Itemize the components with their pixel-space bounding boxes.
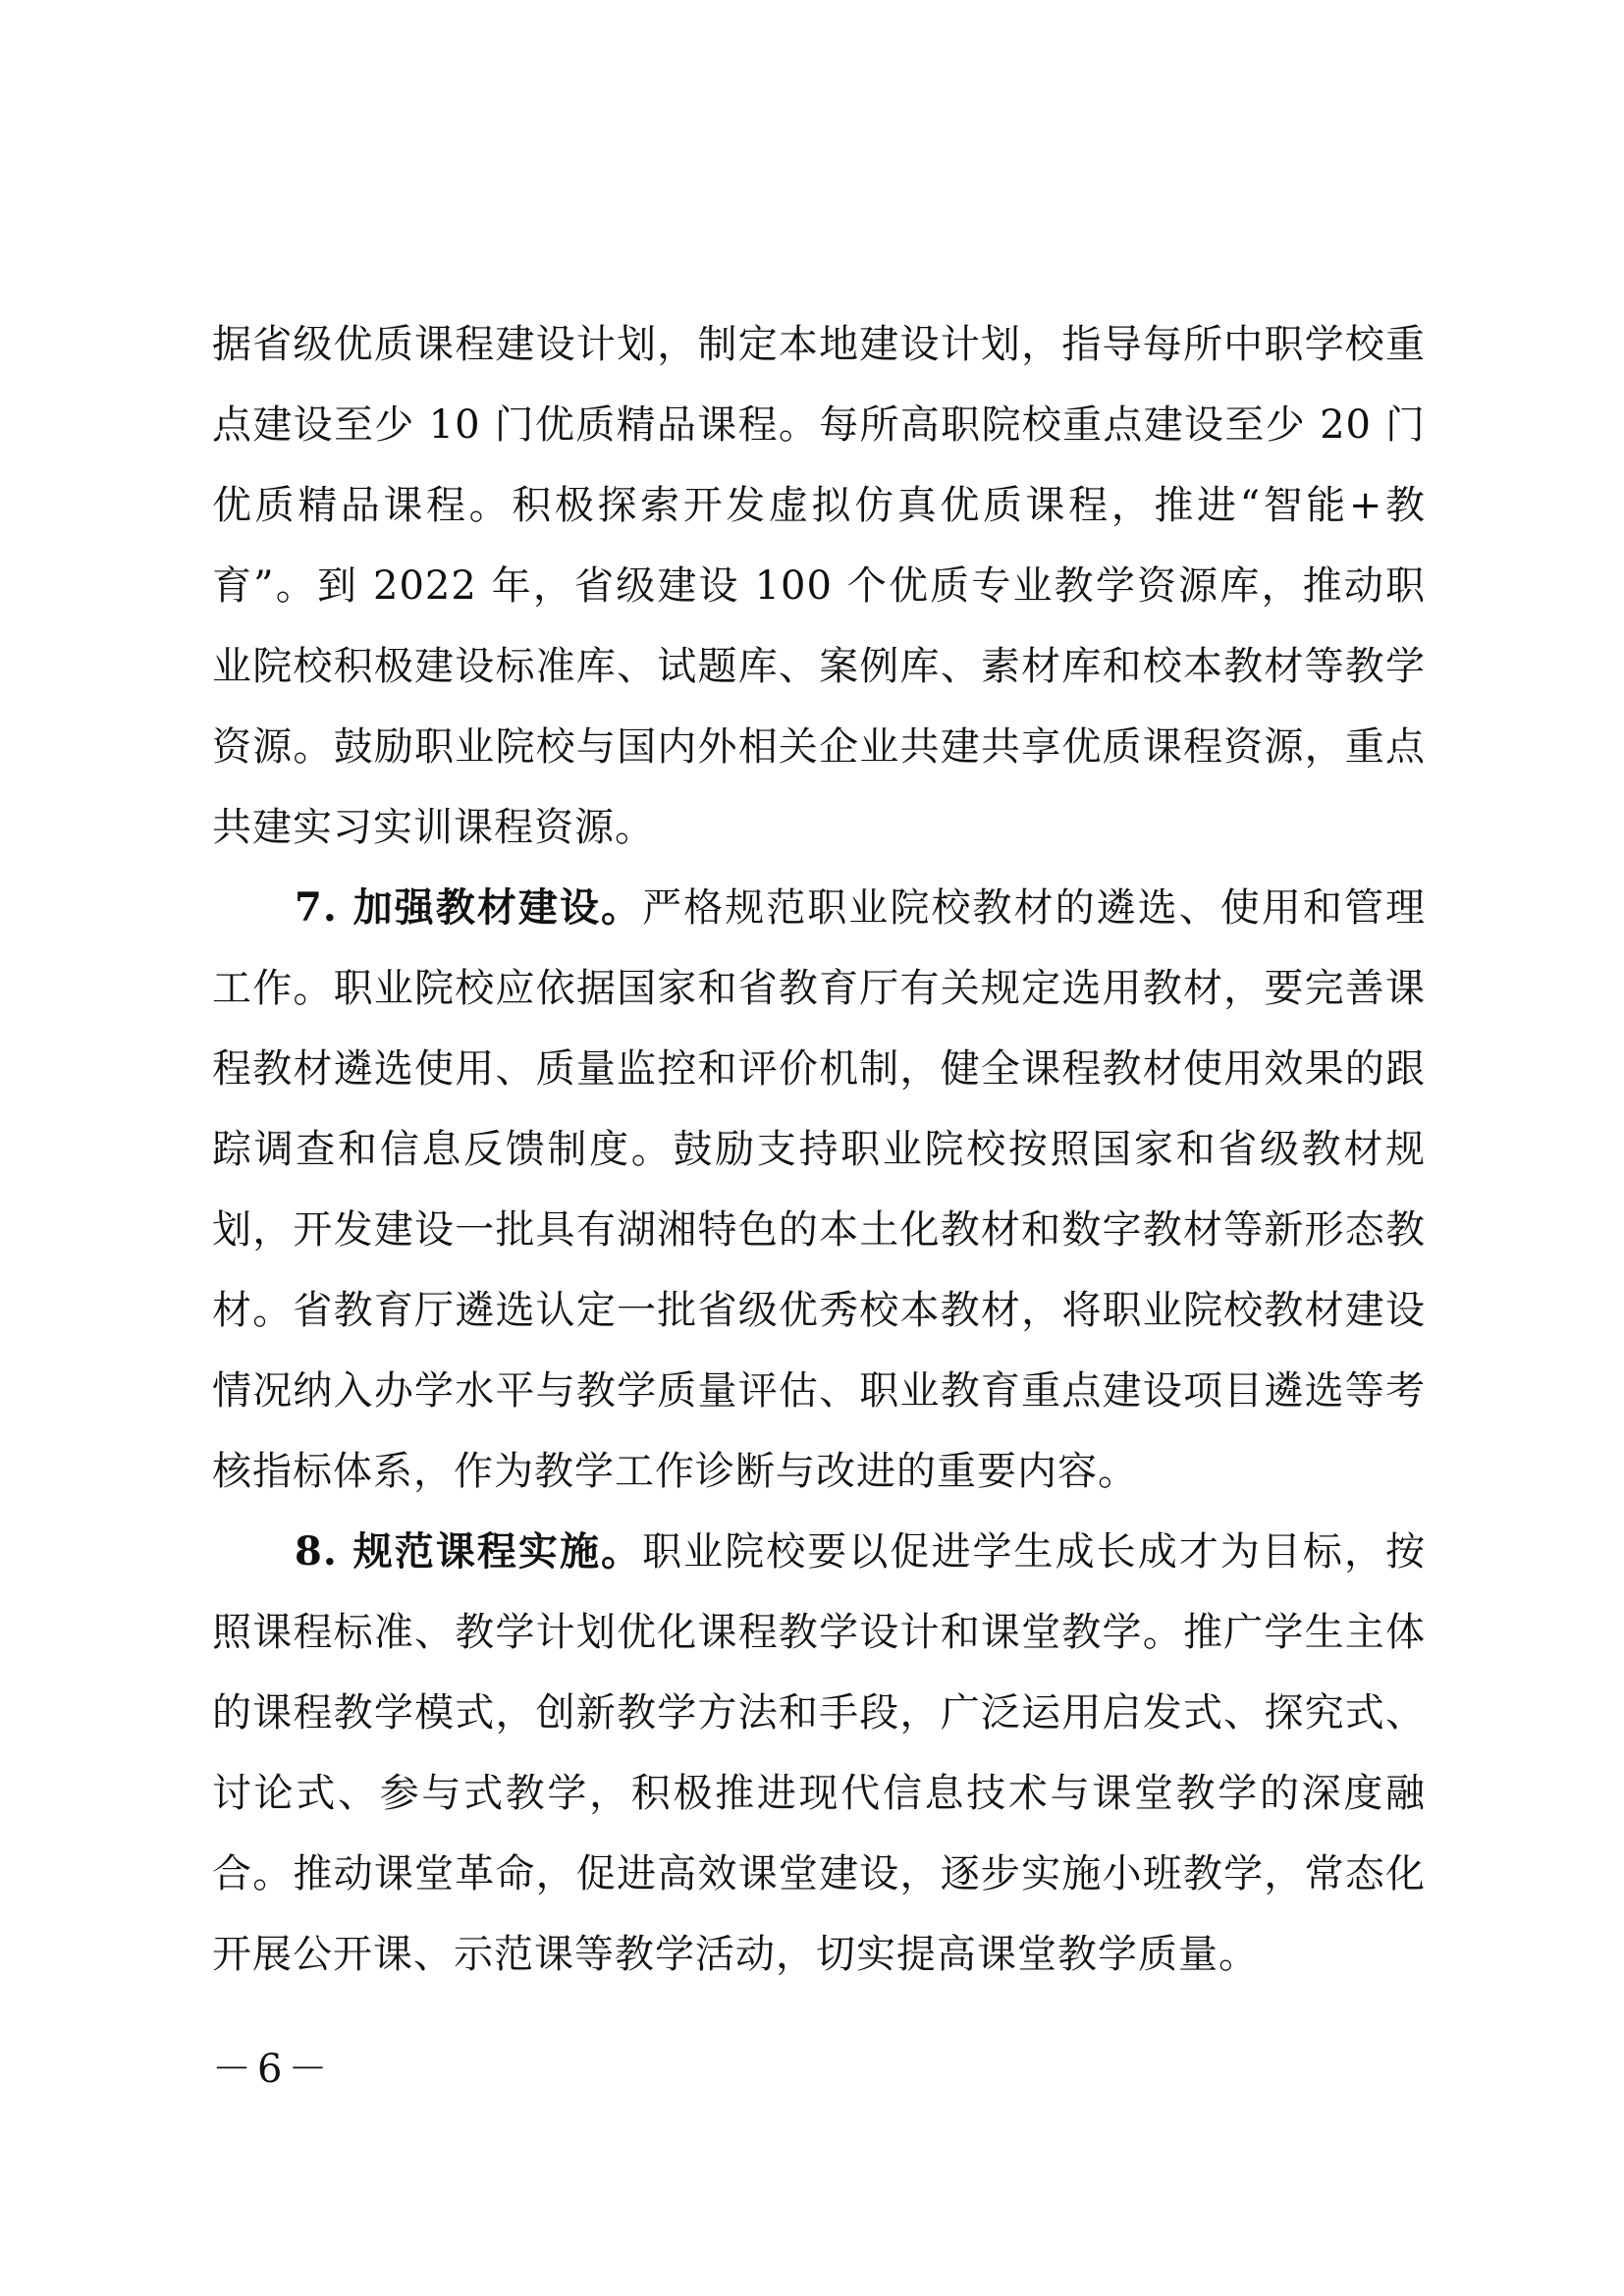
paragraph-text: 职业院校要以促进学生成长成才为目标，按照课程标准、教学计划优化课程教学设计和课堂教学。推广学生主体的课程教学模式，创新教学方法和手段，广泛运用启发式、探究式、讨论式、参与式教学，积极推进现代信息技术与课堂教学的深度融合。推动课堂革命，促进高效课堂建设，逐步实施小班教学，常态化开展公开课、示范课等教学活动，切实提高课堂教学质量。 xyxy=(212,1529,1427,1977)
paragraph-text: 严格规范职业院校教材的遴选、使用和管理工作。职业院校应依据国家和省教育厅有关规定选用教材，要完善课程教材遴选使用、质量监控和评价机制，健全课程教材使用效果的跟踪调查和信息反馈制度。鼓励支持职业院校按照国家和省级教材规划，开发建设一批具有湖湘特色的本土化教材和数字教材等新形态教材。省教育厅遴选认定一批省级优秀校本教材，将职业院校教材建设情况纳入办学水平与教学质量评估、职业教育重点建设项目遴选等考核指标体系，作为教学工作诊断与改进的重要内容。 xyxy=(212,885,1427,1494)
paragraph-textbook-construction xyxy=(212,868,1426,1512)
paragraph-course-implementation xyxy=(212,1512,1426,1995)
paragraph-text: 据省级优质课程建设计划，制定本地建设计划，指导每所中职学校重点建设至少 10 门优质精品课程。每所高职院校重点建设至少 20 门优质精品课程。积极探索开发虚拟仿真优质课程，推进“智能+教育”。到 2022 年，省级建设 100 个优质专业教学资源库，推动职业院校积极建设标准库、试题库、案例库、素材库和校本教材等教学资源。鼓励职业院校与国内外相关企业共建共享优质课程资源，重点共建实习实训课程资源。 xyxy=(212,322,1426,850)
document-body xyxy=(212,304,1426,1995)
paragraph-heading: 7. 加强教材建设。 xyxy=(295,884,643,931)
paragraph-continuation xyxy=(212,304,1426,868)
paragraph-heading: 8. 规范课程实施。 xyxy=(295,1528,643,1575)
page-number: －6－ xyxy=(212,2047,334,2092)
